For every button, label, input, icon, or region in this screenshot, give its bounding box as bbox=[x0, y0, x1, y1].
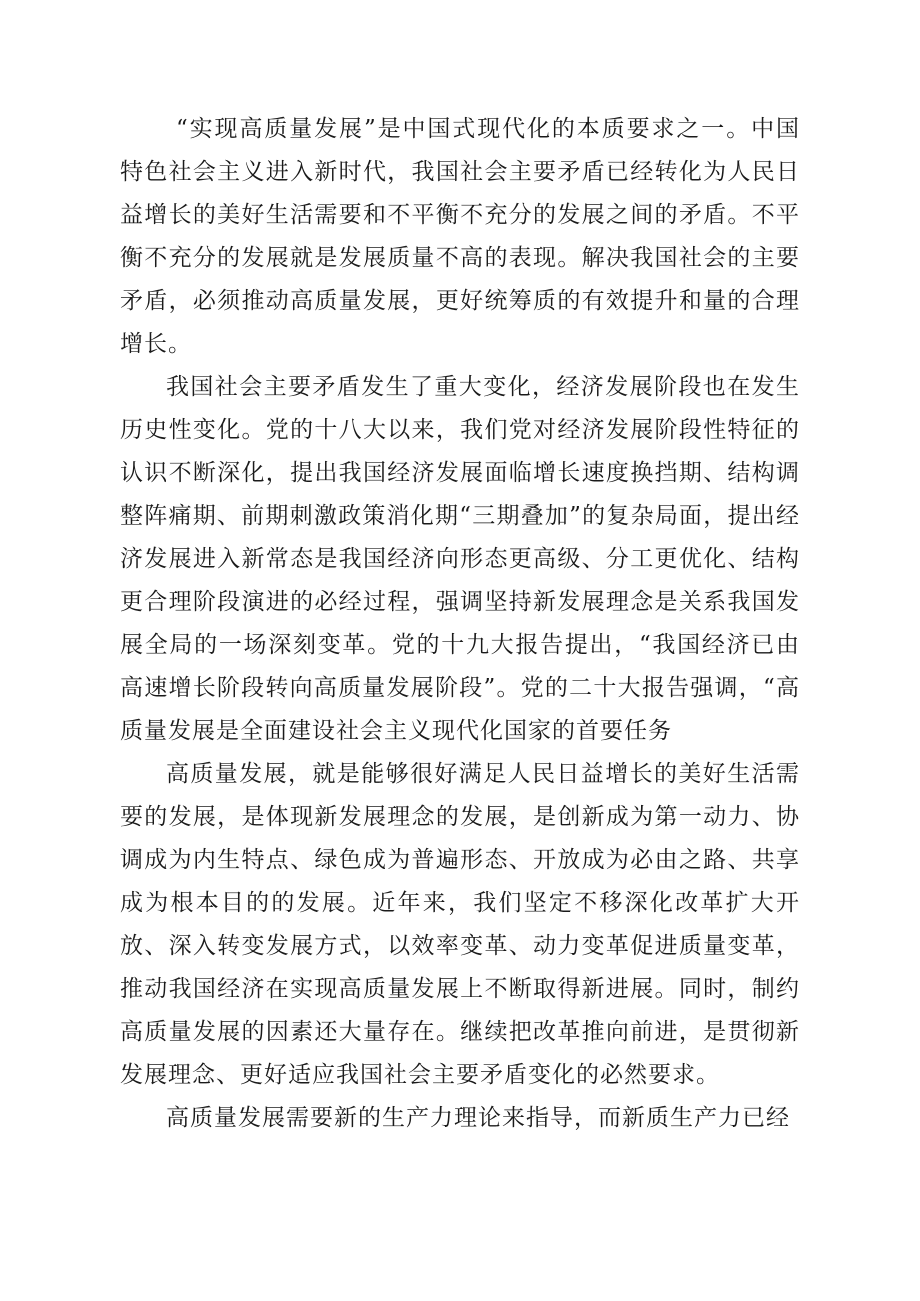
paragraph-4: 高质量发展需要新的生产力理论来指导，而新质生产力已经 bbox=[166, 1105, 790, 1131]
paragraph-1: “实现高质量发展”是中国式现代化的本质要求之一。中国特色社会主义进入新时代，我国社会主要矛盾已经转化为人民日益增长的美好生活需要和不平衡不充分的发展之间的矛盾。不平衡不充分的发展就是发展质量不高的表现。解决我国社会的主要矛盾，必须推动高质量发展，更好统筹质的有效提升和量的合理增长。 bbox=[120, 116, 800, 357]
paragraph-3: 高质量发展，就是能够很好满足人民日益增长的美好生活需要的发展，是体现新发展理念的发展，是创新成为第一动力、协调成为内生特点、绿色成为普遍形态、开放成为必由之路、共享成为根本目的的发展。近年来，我们坚定不移深化改革扩大开放、深入转变发展方式，以效率变革、动力变革促进质量变革，推动我国经济在实现高质量发展上不断取得新进展。同时，制约高质量发展的因素还大量存在。继续把改革推向前进，是贯彻新发展理念、更好适应我国社会主要矛盾变化的必然要求。 bbox=[120, 761, 800, 1088]
paragraph-2: 我国社会主要矛盾发生了重大变化，经济发展阶段也在发生历史性变化。党的十八大以来，我们党对经济发展阶段性特征的认识不断深化，提出我国经济发展面临增长速度换挡期、结构调整阵痛期、前期刺激政策消化期“三期叠加”的复杂局面，提出经济发展进入新常态是我国经济向形态更高级、分工更优化、结构更合理阶段演进的必经过程，强调坚持新发展理念是关系我国发展全局的一场深刻变革。党的十九大报告提出，“我国经济已由高速增长阶段转向高质量发展阶段”。党的二十大报告强调，“高质量发展是全面建设社会主义现代化国家的首要任务 bbox=[120, 374, 800, 744]
document-body bbox=[120, 108, 800, 1140]
